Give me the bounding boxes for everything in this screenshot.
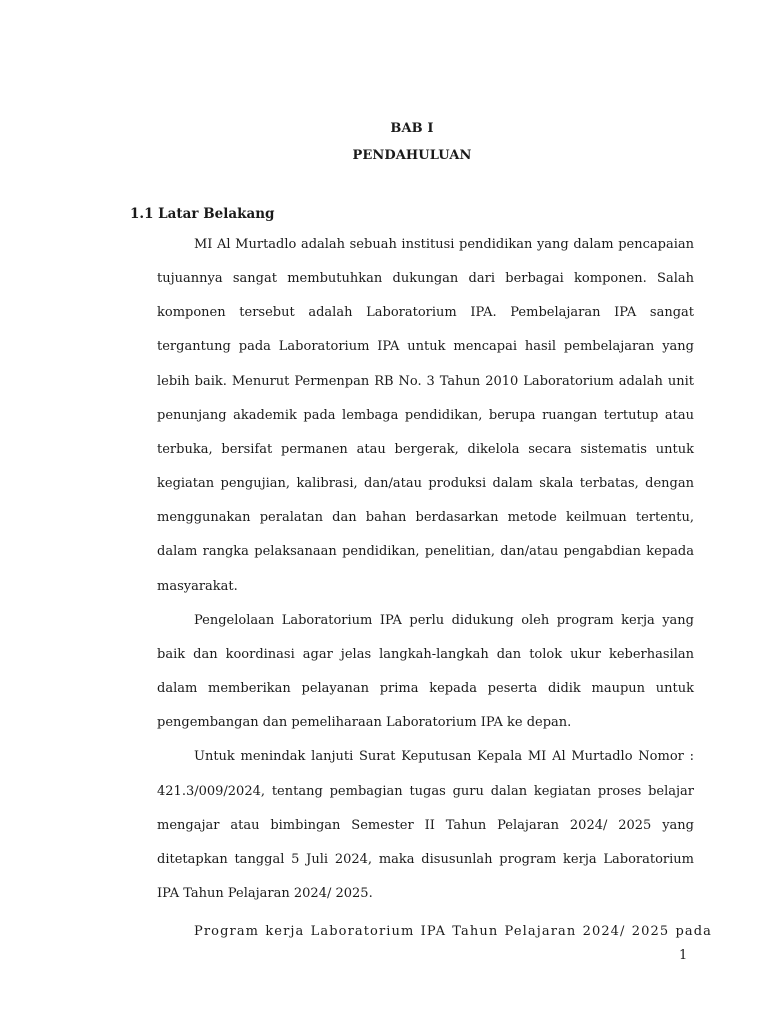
- paragraph-4-first-line: Program kerja Laboratorium IPA Tahun Pelajaran 2024/ 2025 pada: [194, 924, 713, 939]
- page-number: 1: [679, 948, 688, 963]
- paragraph-1: MI Al Murtadlo adalah sebuah institusi pendidikan yang dalam pencapaian tujuannya sangat membutuhkan dukungan dari berbagai komponen. Salah komponen tersebut adalah Laboratorium IPA. Pembelajaran IPA sangat tergantung pada Laboratorium IPA untuk mencapai hasil pembelajaran yang lebih baik. Menurut Permenpan RB No. 3 Tahun 2010 Laboratorium adalah unit penunjang akademik pada lembaga pendidikan, berupa ruangan tertutup atau terbuka, bersifat permanen atau bergerak, dikelola secara sistematis untuk kegiatan pengujian, kalibrasi, dan/atau produksi dalam skala terbatas, dengan menggunakan peralatan dan bahan berdasarkan metode keilmuan tertentu, dalam rangka pelaksanaan pendidikan, penelitian, dan/atau pengabdian kepada masyarakat.: [157, 237, 694, 594]
- chapter-title: PENDAHULUAN: [352, 148, 472, 163]
- paragraph-3: Untuk menindak lanjuti Surat Keputusan Kepala MI Al Murtadlo Nomor : 421.3/009/2024, tentang pembagian tugas guru dalan kegiatan proses belajar mengajar atau bimbingan Semester II Tahun Pelajaran 2024/ 2025 yang ditetapkan tanggal 5 Juli 2024, maka disusunlah program kerja Laboratorium IPA Tahun Pelajaran 2024/ 2025.: [157, 749, 694, 901]
- section-title: 1.1 Latar Belakang: [130, 206, 275, 222]
- body-text: [157, 228, 694, 911]
- chapter-label: BAB I: [390, 121, 434, 136]
- paragraph-2: Pengelolaan Laboratorium IPA perlu didukung oleh program kerja yang baik dan koordinasi agar jelas langkah-langkah dan tolok ukur keberhasilan dalam memberikan pelayanan prima kepada peserta didik maupun untuk pengembangan dan pemeliharaan Laboratorium IPA ke depan.: [157, 612, 694, 731]
